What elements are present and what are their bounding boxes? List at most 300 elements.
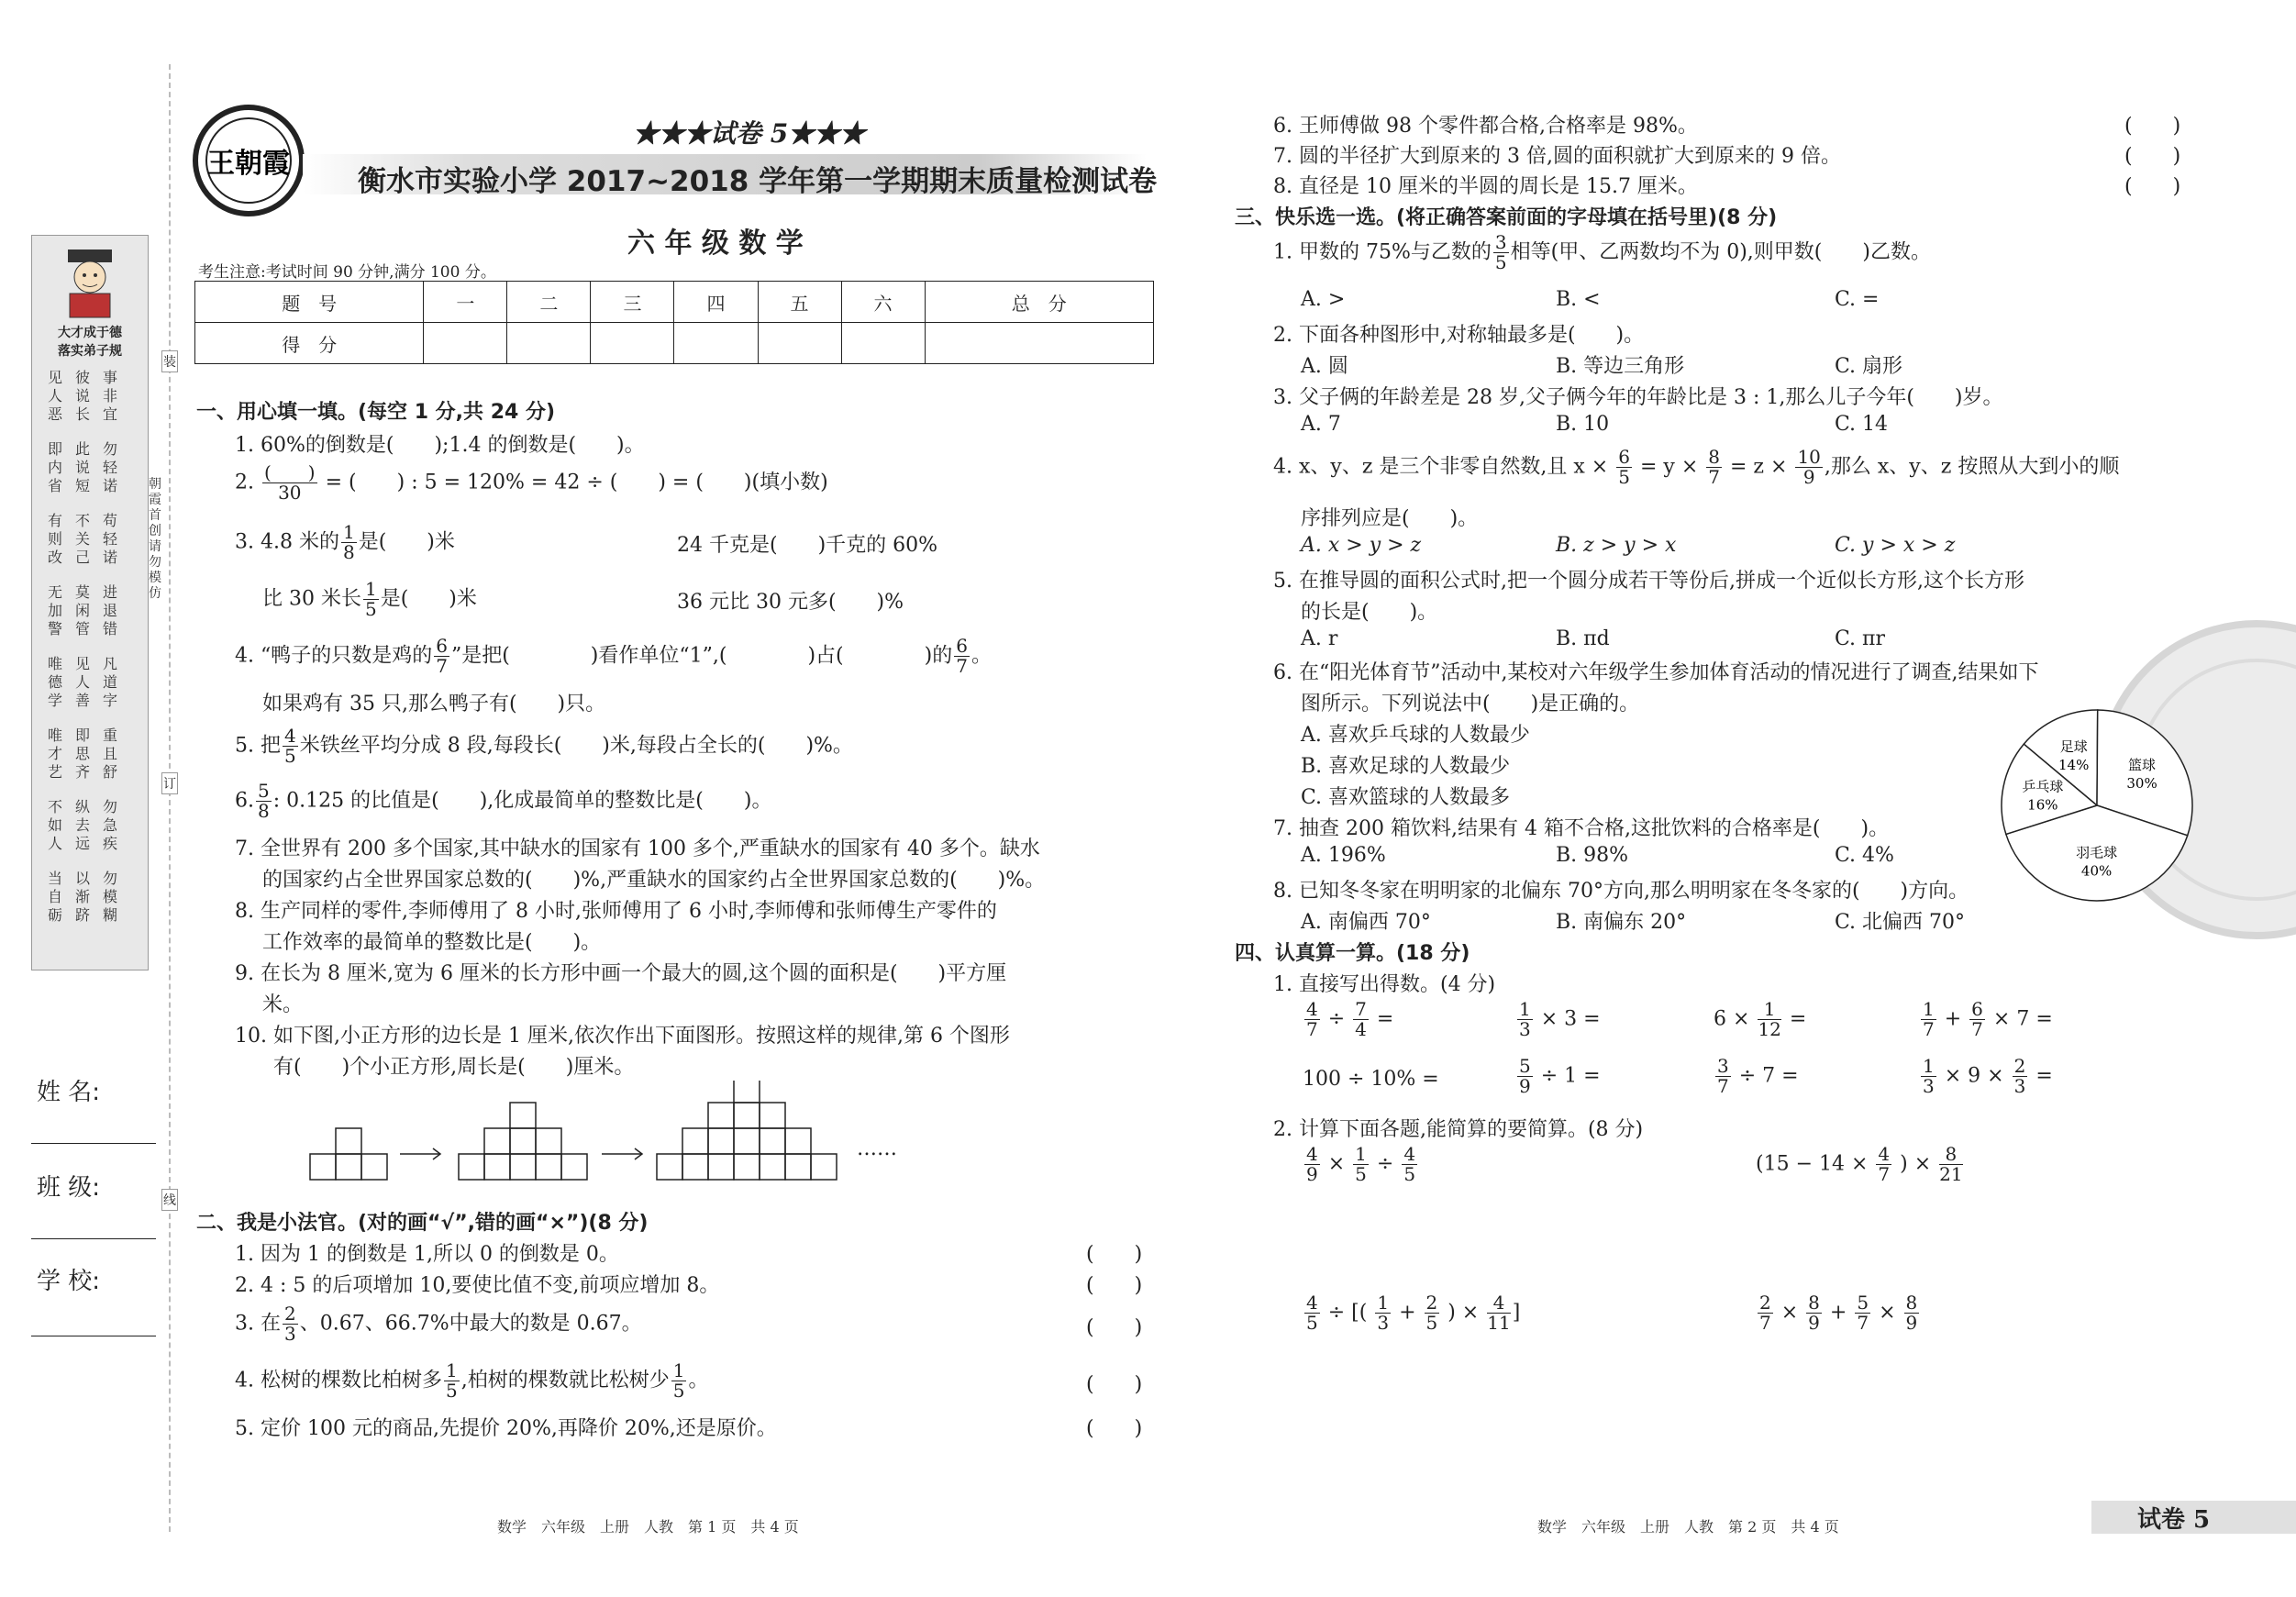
denominator: 5 bbox=[1306, 1312, 1318, 1334]
op: = bbox=[2035, 1064, 2053, 1088]
fraction bbox=[1795, 448, 1822, 487]
denominator: 7 bbox=[1878, 1163, 1891, 1185]
s2-answer-5[interactable]: ( ) bbox=[1086, 1417, 1143, 1440]
s2-answer-7[interactable]: ( ) bbox=[2124, 145, 2181, 168]
denominator: 3 bbox=[2013, 1075, 2026, 1097]
s3-q1-a: A. > bbox=[1301, 288, 1346, 311]
exam-label: ★★★试卷 5★★★ bbox=[633, 118, 866, 149]
s3-q3-a: A. 7 bbox=[1301, 413, 1341, 436]
numerator: 1 bbox=[1519, 998, 1531, 1020]
score-cell[interactable] bbox=[591, 323, 674, 364]
score-header-cell: 六 bbox=[841, 282, 925, 323]
section1-title: 一、用心填一填。(每空 1 分,共 24 分) bbox=[196, 401, 556, 424]
cut-label-3: 线 bbox=[161, 1189, 178, 1211]
op: = bbox=[1789, 1007, 1807, 1031]
calc-b1 bbox=[1303, 1145, 1419, 1184]
s1-q2-num: 2. bbox=[235, 471, 254, 494]
fraction bbox=[671, 1361, 687, 1401]
sidebar-school-label: 学 校: bbox=[37, 1268, 101, 1295]
fraction bbox=[1353, 1145, 1369, 1184]
denominator: 9 bbox=[1306, 1163, 1318, 1185]
text: 比 30 米长 bbox=[262, 587, 361, 611]
calc-7: $\frac{3}{7}$ ÷ 7 = bbox=[1717, 1055, 1799, 1097]
sidebar-motto-top: 大才成于德 bbox=[58, 326, 122, 340]
text: 4. 松树的棵数比柏树多 bbox=[235, 1369, 442, 1392]
proverb-phrase: 勿模糊 bbox=[103, 870, 118, 924]
numerator: 1 bbox=[1377, 1292, 1390, 1314]
fraction bbox=[1375, 1293, 1391, 1333]
s3-q4-a: A. x > y > z bbox=[1301, 534, 1422, 557]
denominator: 5 bbox=[1355, 1163, 1367, 1185]
fraction bbox=[2013, 1057, 2028, 1096]
s1-q3b: 24 千克是( )千克的 60% bbox=[677, 534, 938, 557]
calc-2: $\frac{1}{3}$ × 3 = bbox=[1519, 998, 1601, 1040]
proverb-phrase: 唯德学 bbox=[48, 655, 63, 709]
text: 米铁丝平均分成 8 段,每段长( )米,每段占全长的( )%。 bbox=[299, 734, 853, 758]
s3-q3-c: C. 14 bbox=[1835, 413, 1889, 436]
numerator: 6 bbox=[436, 635, 448, 657]
proverb-phrase: 不如人 bbox=[48, 798, 63, 852]
op: × bbox=[1992, 1007, 2011, 1031]
section2-title: 二、我是小法官。(对的画“√”,错的画“×”)(8 分) bbox=[196, 1212, 649, 1235]
proverb-phrase: 无加警 bbox=[48, 583, 63, 638]
sidebar-name-label: 姓 名: bbox=[37, 1079, 101, 1106]
calc-6: $\frac{5}{9}$ ÷ 1 = bbox=[1519, 1055, 1601, 1097]
op: = bbox=[1583, 1064, 1601, 1088]
fraction bbox=[1425, 1293, 1440, 1333]
fraction bbox=[1304, 1000, 1320, 1039]
numerator: 3 bbox=[1717, 1055, 1729, 1077]
s3-q2-a: A. 圆 bbox=[1301, 355, 1348, 378]
op: × bbox=[1944, 1064, 1962, 1088]
text: 3. 在 bbox=[235, 1312, 281, 1336]
op: + bbox=[1829, 1301, 1847, 1325]
s3-q6-a: A. 喜欢乒乓球的人数最少 bbox=[1301, 724, 1530, 747]
s3-q4 bbox=[1273, 448, 2119, 487]
s3-q8: 8. 已知冬冬家在明明家的北偏东 70°方向,那么明明家在冬冬家的( )方向。 bbox=[1273, 880, 1969, 903]
op: + bbox=[1944, 1007, 1962, 1031]
text: 。 bbox=[688, 1369, 709, 1392]
fraction bbox=[954, 637, 970, 676]
denominator: 5 bbox=[445, 1380, 458, 1402]
score-header-cell: 题 号 bbox=[195, 282, 424, 323]
s2-q2: 2. 4 : 5 的后项增加 10,要使比值不变,前项应增加 8。 bbox=[235, 1274, 720, 1297]
s1-q7-l2: 的国家约占全世界国家总数的( )%,严重缺水的国家约占全世界国家总数的( )%。 bbox=[262, 869, 1046, 892]
name-field[interactable] bbox=[31, 1143, 156, 1144]
op: × bbox=[1733, 1007, 1750, 1031]
op: (15 − 14 × bbox=[1756, 1152, 1869, 1176]
numerator: 6 bbox=[1971, 998, 1983, 1020]
calc-3: 6 × $\frac{1}{12}$ = bbox=[1714, 998, 1807, 1040]
op: ) × bbox=[1900, 1152, 1932, 1176]
text: 6. bbox=[235, 789, 254, 813]
denominator: 3 bbox=[283, 1323, 296, 1345]
fraction bbox=[1487, 1293, 1510, 1333]
sports-pie-chart bbox=[1996, 704, 2198, 906]
s3-q5-a: A. r bbox=[1301, 627, 1338, 650]
score-header-cell: 一 bbox=[424, 282, 507, 323]
fraction bbox=[363, 580, 379, 619]
op: = bbox=[2035, 1007, 2053, 1031]
fraction bbox=[1715, 1057, 1731, 1096]
proverb-phrase: 彼说长 bbox=[75, 369, 91, 423]
numerator: 1 bbox=[445, 1359, 458, 1381]
pie-svg bbox=[1996, 704, 2198, 906]
s3-q4-b: B. z > y > x bbox=[1556, 534, 1677, 557]
figure-2 bbox=[459, 1103, 587, 1180]
pie-value: 30% bbox=[2126, 774, 2157, 792]
denominator: 9 bbox=[1519, 1075, 1531, 1097]
class-field[interactable] bbox=[31, 1238, 156, 1239]
fraction bbox=[1939, 1145, 1962, 1184]
text: 4. “鸭子的只数是鸡的 bbox=[235, 644, 433, 668]
denominator: 7 bbox=[436, 655, 448, 677]
denominator: 5 bbox=[1403, 1163, 1416, 1185]
sidebar-proverbs bbox=[48, 369, 139, 956]
denominator: 5 bbox=[1425, 1312, 1438, 1334]
s1-q9-l1: 9. 在长为 8 厘米,宽为 6 厘米的长方形中画一个最大的圆,这个圆的面积是( )平方厘 bbox=[235, 962, 1007, 985]
s4-sub2: 2. 计算下面各题,能简算的要简算。(8 分) bbox=[1273, 1118, 1644, 1141]
s3-q3-b: B. 10 bbox=[1556, 413, 1610, 436]
numerator: 6 bbox=[1618, 446, 1630, 468]
s3-q8-c: C. 北偏西 70° bbox=[1835, 911, 1966, 934]
numerator: 4 bbox=[1306, 1292, 1318, 1314]
s3-q7-a: A. 196% bbox=[1301, 844, 1386, 867]
op: ) × bbox=[1447, 1301, 1480, 1325]
numerator: 4 bbox=[1306, 998, 1318, 1020]
denominator: 8 bbox=[342, 541, 355, 563]
pie-label: 篮球 bbox=[2128, 756, 2157, 773]
proverb-phrase: 唯才艺 bbox=[48, 726, 63, 781]
footer-left: 数学 六年级 上册 人教 第 1 页 共 4 页 bbox=[497, 1518, 799, 1536]
s3-q7: 7. 抽查 200 箱饮料,结果有 4 箱不合格,这批饮料的合格率是( )。 bbox=[1273, 817, 1890, 840]
denominator: 8 bbox=[258, 800, 270, 822]
numerator: 8 bbox=[1939, 1145, 1962, 1165]
op: × bbox=[1780, 1301, 1799, 1325]
fraction bbox=[1402, 1145, 1417, 1184]
s2-q8: 8. 直径是 10 厘米的半圆的周长是 15.7 厘米。 bbox=[1273, 175, 1698, 198]
footer-tag: 试卷 5 bbox=[2137, 1506, 2211, 1534]
pie-label: 乒乓球 bbox=[2022, 778, 2064, 795]
s3-q2: 2. 下面各种图形中,对称轴最多是( )。 bbox=[1273, 324, 1645, 347]
fraction bbox=[1493, 233, 1509, 272]
score-table bbox=[194, 281, 1154, 364]
numerator: 1 bbox=[342, 521, 355, 543]
denominator: 5 bbox=[1494, 251, 1507, 273]
denominator: 7 bbox=[1306, 1018, 1318, 1040]
denominator: 7 bbox=[956, 655, 968, 677]
denominator: 5 bbox=[283, 745, 296, 767]
denominator: 21 bbox=[1939, 1163, 1963, 1185]
denominator: 3 bbox=[1923, 1075, 1935, 1097]
text: 1. 甲数的 75%与乙数的 bbox=[1273, 240, 1492, 264]
section3-title: 三、快乐选一选。(将正确答案前面的字母填在括号里)(8 分) bbox=[1235, 206, 1778, 229]
numerator: 1 bbox=[1923, 1055, 1935, 1077]
fraction bbox=[1876, 1145, 1891, 1184]
s3-q5-l2: 的长是( )。 bbox=[1301, 601, 1438, 624]
score-cell[interactable] bbox=[925, 323, 1153, 364]
s3-q7-b: B. 98% bbox=[1556, 844, 1629, 867]
calc-5: 100 ÷ 10% = bbox=[1303, 1068, 1439, 1091]
score-cell[interactable] bbox=[424, 323, 507, 364]
numerator: 5 bbox=[258, 780, 270, 802]
s4-sub1: 1. 直接写出得数。(4 分) bbox=[1273, 973, 1496, 996]
numerator: 4 bbox=[1487, 1293, 1510, 1314]
score-cell[interactable] bbox=[674, 323, 758, 364]
binding-dashed-line bbox=[169, 64, 171, 1532]
arrow-2 bbox=[602, 1148, 642, 1159]
sidebar-class-label: 班 级: bbox=[37, 1174, 101, 1202]
s2-q5: 5. 定价 100 元的商品,先提价 20%,再降价 20%,还是原价。 bbox=[235, 1417, 777, 1440]
proverb-phrase: 即思齐 bbox=[75, 726, 91, 781]
score-header-cell: 五 bbox=[758, 282, 841, 323]
score-header-cell: 四 bbox=[674, 282, 758, 323]
s1-q2 bbox=[235, 463, 828, 503]
s1-q2-text: = ( ) : 5 = 120% = 42 ÷ ( ) = ( )(填小数) bbox=[325, 471, 828, 494]
s1-q9-l2: 米。 bbox=[262, 993, 304, 1016]
proverb-phrase: 苟轻诺 bbox=[103, 512, 118, 566]
s1-q3c bbox=[262, 580, 477, 619]
op: = bbox=[1781, 1064, 1799, 1088]
op: = bbox=[1376, 1007, 1394, 1031]
s1-q3d: 36 元比 30 元多( )% bbox=[677, 591, 904, 614]
score-cell[interactable] bbox=[507, 323, 591, 364]
proverb-phrase: 莫闲管 bbox=[75, 583, 91, 638]
text: ,那么 x、y、z 按照从大到小的顺 bbox=[1824, 455, 2120, 479]
proverb-phrase: 进退错 bbox=[103, 583, 118, 638]
fraction bbox=[1855, 1293, 1870, 1333]
fraction bbox=[341, 523, 357, 562]
text: 是( )米 bbox=[358, 530, 455, 554]
denominator: 7 bbox=[1759, 1312, 1771, 1334]
denominator: 30 bbox=[278, 482, 302, 504]
proverb-phrase: 当自砺 bbox=[48, 870, 63, 924]
s2-q6: 6. 王师傅做 98 个零件都合格,合格率是 98%。 bbox=[1273, 115, 1698, 138]
proverb-phrase: 即内省 bbox=[48, 440, 63, 494]
numerator: 1 bbox=[364, 578, 377, 600]
text: 是( )米 bbox=[380, 587, 477, 611]
proverb-phrase: 不关己 bbox=[75, 512, 91, 566]
calc-b4 bbox=[1756, 1293, 1921, 1333]
text: ”是把( )看作单位“1”,( )占( )的 bbox=[450, 644, 953, 668]
figure-3 bbox=[657, 1081, 837, 1180]
denominator: 9 bbox=[1802, 466, 1815, 488]
s1-ellipsis: …… bbox=[857, 1137, 897, 1160]
op: + bbox=[1399, 1301, 1416, 1325]
op: ÷ bbox=[1327, 1007, 1346, 1031]
op: = bbox=[1583, 1007, 1601, 1031]
numerator: 4 bbox=[1878, 1143, 1891, 1165]
score-row bbox=[195, 323, 1154, 364]
fraction bbox=[262, 463, 317, 503]
denominator: 5 bbox=[672, 1380, 685, 1402]
numerator: 4 bbox=[1403, 1143, 1416, 1165]
pie-value: 40% bbox=[2080, 862, 2113, 880]
pie-value: 16% bbox=[2027, 796, 2058, 814]
fraction bbox=[1706, 448, 1722, 487]
calc-b3 bbox=[1303, 1293, 1520, 1333]
numerator: 8 bbox=[1905, 1292, 1918, 1314]
denominator: 3 bbox=[1377, 1312, 1390, 1334]
numerator: ( ) bbox=[264, 461, 316, 483]
s3-q7-c: C. 4% bbox=[1835, 844, 1894, 867]
text: ,柏树的棵数就比松树少 bbox=[460, 1369, 670, 1392]
s1-q6 bbox=[235, 782, 771, 821]
calc-b2 bbox=[1756, 1145, 1965, 1184]
numerator: 4 bbox=[283, 725, 296, 747]
s2-q4 bbox=[235, 1361, 708, 1401]
s3-q4-c: C. y > x > z bbox=[1835, 534, 1956, 557]
s3-q3: 3. 父子俩的年龄差是 28 岁,父子俩今年的年龄比是 3 : 1,那么儿子今年( )岁。 bbox=[1273, 386, 2003, 409]
denominator: 4 bbox=[1355, 1018, 1367, 1040]
op: ÷ [( bbox=[1327, 1301, 1368, 1325]
pie-label: 足球 bbox=[2059, 738, 2088, 756]
score-cell[interactable] bbox=[841, 323, 925, 364]
fraction bbox=[1353, 1000, 1369, 1039]
denominator: 9 bbox=[1905, 1312, 1918, 1334]
s1-q8-l2: 工作效率的最简单的整数比是( )。 bbox=[262, 931, 602, 954]
fraction bbox=[1904, 1293, 1920, 1333]
s1-q1: 1. 60%的倒数是( );1.4 的倒数是( )。 bbox=[235, 434, 645, 457]
numerator: 6 bbox=[956, 635, 968, 657]
numerator: 1 bbox=[1923, 998, 1935, 1020]
cut-label-2: 订 bbox=[161, 772, 178, 794]
s2-q3 bbox=[235, 1304, 642, 1344]
publisher-logo bbox=[189, 101, 308, 220]
proverb-phrase: 勿急疾 bbox=[103, 798, 118, 852]
s2-answer-1[interactable]: ( ) bbox=[1086, 1243, 1143, 1266]
scholar-cartoon bbox=[55, 246, 125, 319]
numerator: 10 bbox=[1797, 446, 1821, 468]
s1-q8-l1: 8. 生产同样的零件,李师傅用了 8 小时,张师傅用了 6 小时,李师傅和张师傅生产零件的 bbox=[235, 900, 997, 923]
numerator: 1 bbox=[1758, 1000, 1780, 1020]
op: × bbox=[1879, 1301, 1896, 1325]
s1-q4 bbox=[235, 637, 992, 676]
denominator: 3 bbox=[1519, 1018, 1531, 1040]
s3-q6-c: C. 喜欢篮球的人数最多 bbox=[1301, 786, 1511, 809]
numerator: 2 bbox=[2013, 1055, 2026, 1077]
op: × bbox=[1987, 1064, 2004, 1088]
s2-q1: 1. 因为 1 的倒数是 1,所以 0 的倒数是 0。 bbox=[235, 1243, 619, 1266]
s3-q1-c: C. = bbox=[1835, 288, 1880, 311]
s3-q2-b: B. 等边三角形 bbox=[1556, 355, 1685, 378]
text: 。 bbox=[971, 644, 992, 668]
score-header-cell: 总 分 bbox=[925, 282, 1153, 323]
s3-q5-c: C. πr bbox=[1835, 627, 1886, 650]
exam-notice: 考生注意:考试时间 90 分钟,满分 100 分。 bbox=[198, 263, 496, 282]
score-cell[interactable] bbox=[758, 323, 841, 364]
numerator: 5 bbox=[1519, 1055, 1531, 1077]
s3-q1-b: B. < bbox=[1556, 288, 1601, 311]
denominator: 12 bbox=[1758, 1018, 1781, 1040]
proverb-phrase: 见人恶 bbox=[48, 369, 63, 423]
proverb-phrase: 事非宜 bbox=[103, 369, 118, 423]
text: = y × bbox=[1639, 455, 1699, 479]
arrow-1 bbox=[400, 1148, 440, 1159]
numerator: 1 bbox=[1355, 1143, 1367, 1165]
text: : 0.125 的比值是( ),化成最简单的整数比是( )。 bbox=[272, 789, 772, 813]
denominator: 9 bbox=[1808, 1312, 1820, 1334]
fraction bbox=[1304, 1293, 1320, 1333]
numerator: 8 bbox=[1808, 1292, 1820, 1314]
denominator: 7 bbox=[1923, 1018, 1935, 1040]
calc-8: $\frac{1}{3}$ × 9 × $\frac{2}{3}$ = bbox=[1923, 1055, 2053, 1097]
figure-1 bbox=[310, 1128, 387, 1180]
score-header-cell: 三 bbox=[591, 282, 674, 323]
proverb-phrase: 重且舒 bbox=[103, 726, 118, 781]
pie-label: 羽毛球 bbox=[2076, 844, 2118, 861]
s2-q7: 7. 圆的半径扩大到原来的 3 倍,圆的面积就扩大到原来的 9 倍。 bbox=[1273, 145, 1841, 168]
svg-text:王朝霞: 王朝霞 bbox=[207, 148, 290, 180]
fraction bbox=[1758, 1293, 1773, 1333]
score-header-cell: 二 bbox=[507, 282, 591, 323]
numerator: 7 bbox=[1355, 998, 1367, 1020]
proverb-phrase: 有则改 bbox=[48, 512, 63, 566]
staircase-figures bbox=[303, 1081, 963, 1191]
text: 相等(甲、乙两数均不为 0),则甲数( )乙数。 bbox=[1510, 240, 1931, 264]
denominator: 7 bbox=[1717, 1075, 1729, 1097]
numerator: 3 bbox=[1494, 231, 1507, 253]
fraction bbox=[1304, 1145, 1320, 1184]
section4-title: 四、认真算一算。(18 分) bbox=[1235, 942, 1470, 965]
s2-answer-6[interactable]: ( ) bbox=[2124, 115, 2181, 138]
fraction bbox=[1921, 1000, 1936, 1039]
calc-4: $\frac{1}{7}$ + $\frac{6}{7}$ × 7 = bbox=[1923, 998, 2053, 1040]
text: 3. 4.8 米的 bbox=[235, 530, 339, 554]
footer-right: 数学 六年级 上册 人教 第 2 页 共 4 页 bbox=[1537, 1518, 1839, 1536]
s2-answer-2[interactable]: ( ) bbox=[1086, 1274, 1143, 1297]
proverb-phrase: 凡道字 bbox=[103, 655, 118, 709]
s3-q6-l2: 图所示。下列说法中( )是正确的。 bbox=[1301, 693, 1640, 715]
s3-q5-b: B. πd bbox=[1556, 627, 1610, 650]
s2-answer-4[interactable]: ( ) bbox=[1086, 1373, 1143, 1396]
fraction bbox=[1806, 1293, 1822, 1333]
pie-value: 14% bbox=[2058, 757, 2090, 774]
vertical-notice: 朝霞首创 请勿模仿 bbox=[149, 477, 161, 601]
s2-answer-8[interactable]: ( ) bbox=[2124, 175, 2181, 198]
text: 5. 把 bbox=[235, 734, 281, 758]
sidebar-motto-bottom: 落实弟子规 bbox=[58, 344, 122, 359]
denominator: 7 bbox=[1857, 1312, 1869, 1334]
denominator: 11 bbox=[1487, 1312, 1511, 1334]
s2-answer-3[interactable]: ( ) bbox=[1086, 1316, 1143, 1339]
cut-label-1: 装 bbox=[161, 350, 178, 372]
proverb-phrase: 此说短 bbox=[75, 440, 91, 494]
fraction bbox=[1758, 1000, 1780, 1039]
fraction bbox=[444, 1361, 460, 1401]
op: ÷ bbox=[1376, 1152, 1394, 1176]
s1-q3a bbox=[235, 523, 455, 562]
denominator: 7 bbox=[1971, 1018, 1983, 1040]
proverb-phrase: 见人善 bbox=[75, 655, 91, 709]
fraction bbox=[1517, 1000, 1533, 1039]
numerator: 4 bbox=[1306, 1143, 1318, 1165]
s3-q8-a: A. 南偏西 70° bbox=[1301, 911, 1431, 934]
numerator: 1 bbox=[672, 1359, 685, 1381]
s3-q8-b: B. 南偏东 20° bbox=[1556, 911, 1687, 934]
numerator: 2 bbox=[283, 1303, 296, 1325]
numerator: 5 bbox=[1857, 1292, 1869, 1314]
op: × bbox=[1540, 1007, 1558, 1031]
exam-title: 衡水市实验小学 2017~2018 学年第一学期期末质量检测试卷 bbox=[358, 165, 1158, 198]
fraction bbox=[1517, 1057, 1533, 1096]
s3-q1 bbox=[1273, 233, 1931, 272]
score-row-label: 得 分 bbox=[195, 323, 424, 364]
s3-q4-line2: 序排列应是( )。 bbox=[1301, 507, 1479, 530]
fraction bbox=[283, 1304, 298, 1344]
proverb-phrase: 勿轻诺 bbox=[103, 440, 118, 494]
fraction bbox=[1969, 1000, 1985, 1039]
